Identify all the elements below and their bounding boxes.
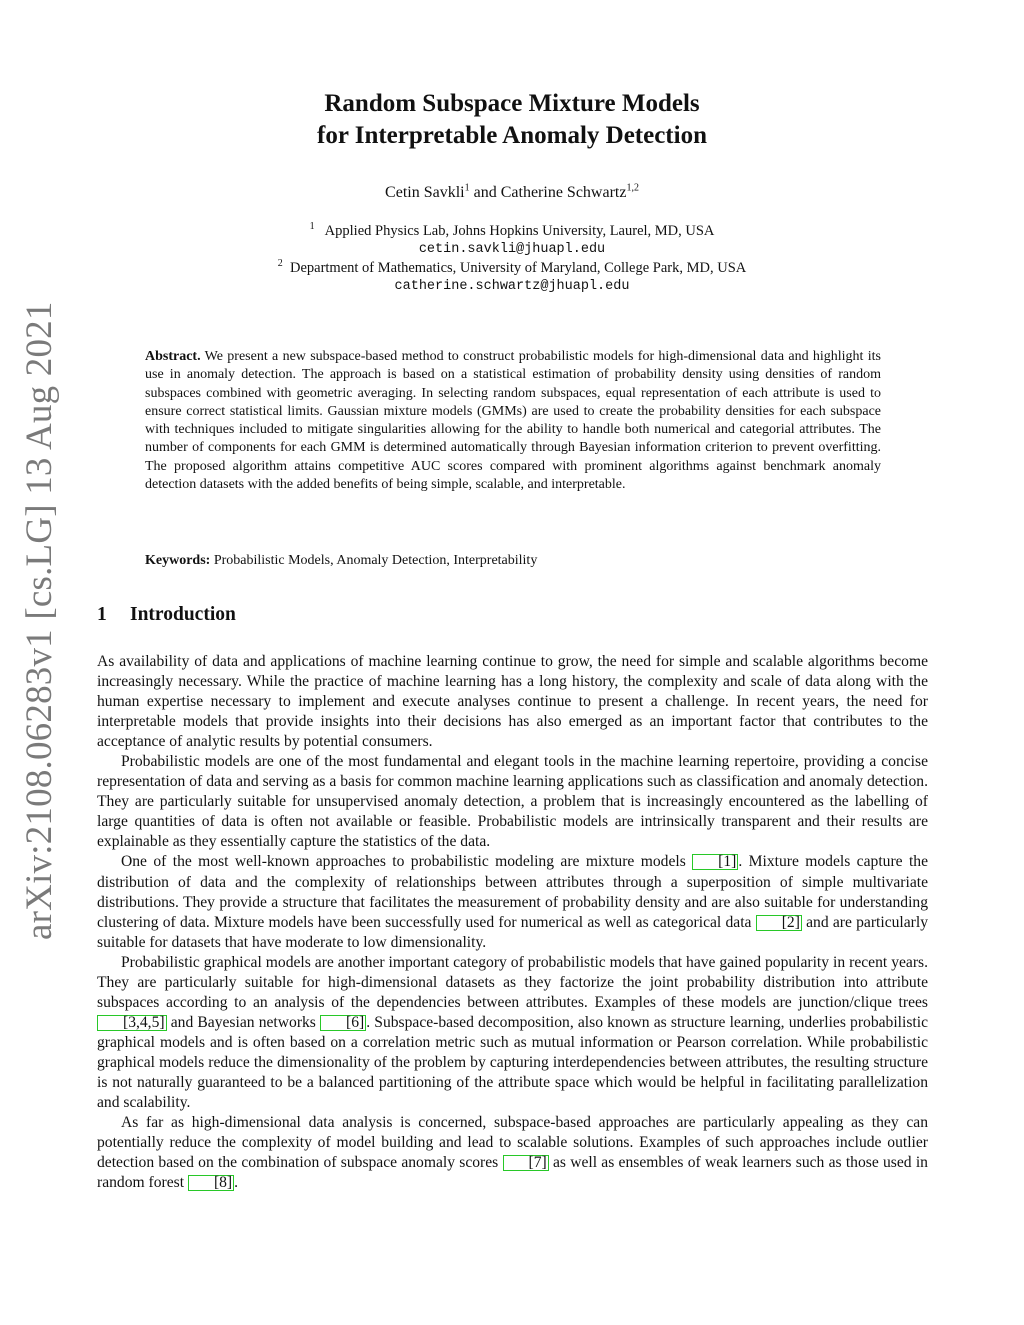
section-title: Introduction	[130, 604, 236, 625]
author-name: Catherine Schwartz	[500, 184, 627, 201]
paragraph-text: and are particularly suitable for datasets that have moderate to low dimensionality.	[97, 913, 928, 951]
paragraph	[97, 953, 928, 1113]
abstract	[145, 348, 881, 494]
affiliation-line	[0, 222, 1024, 241]
paragraph-text: One of the most well-known approaches to probabilistic modeling are mixture models	[121, 853, 693, 871]
citation-link[interactable]: [6]	[320, 1015, 366, 1031]
affil-mark: 2	[277, 258, 283, 270]
citation-link[interactable]: [7]	[503, 1155, 549, 1171]
paragraph-text: As far as high-dimensional data analysis is concerned, subspace-based approaches are particularly appealing as they can potentially reduce the complexity of model building and lead to scalable solutions. Examples of such approaches include outlier detection based on the combination of subspace anomaly scores	[97, 1114, 928, 1172]
citation-link[interactable]: [1]	[692, 854, 738, 870]
citation-link[interactable]: [3,4,5]	[97, 1015, 167, 1031]
paragraph-text: as well as ensembles of weak learners such as those used in random forest	[97, 1154, 928, 1192]
keywords-text: Probabilistic Models, Anomaly Detection, Interpretability	[213, 553, 538, 568]
section-heading	[97, 604, 236, 626]
paragraph-text: . Subspace-based decomposition, also known as structure learning, underlies probabilistic graphical models and is often based on a correlation metric such as mutual information or Pearson correlation. While probabilistic graphical models reduce the dimensionality of the problem by capturing interdependencies between attributes, the resulting structure is not naturally guaranteed to be a balanced partitioning of the attribute space which would be helpful in facilitating parallelization and scalability.	[97, 1013, 928, 1112]
paragraph-text: Probabilistic graphical models are another important category of probabilistic models that have gained popularity in recent years. They are particularly suitable for high-dimensional datasets as they factorize the joint probability distribution into attribute subspaces according to an analysis of the dependencies between attributes. Examples of these models are junction/clique trees	[97, 953, 928, 1011]
affiliation-text: Applied Physics Lab, Johns Hopkins University, Laurel, MD, USA	[324, 223, 715, 239]
paragraph	[97, 852, 928, 952]
affiliations	[0, 222, 1024, 296]
keywords	[145, 552, 881, 570]
author-conjunction: and	[469, 184, 501, 201]
citation-link[interactable]: [8]	[188, 1175, 234, 1191]
paragraph: As availability of data and applications of machine learning continue to grow, the need for simple and scalable algorithms become increasingly necessary. While the practice of machine learning has a long history, the complexity and scale of data along with the human expertise necessary to implement and execute analyses continue to present a challenge. In recent years, the need for interpretable models that provide insights into their decisions has also emerged as an important factor that contributes to the acceptance of analytic results by potential consumers.	[97, 653, 928, 751]
author-list	[0, 184, 1024, 202]
section-number: 1	[97, 604, 107, 625]
keywords-label: Keywords:	[145, 553, 211, 568]
author-affil-mark: 1,2	[626, 182, 639, 194]
citation-link[interactable]: [2]	[756, 915, 802, 931]
paragraph	[97, 1113, 928, 1193]
affiliation-line	[0, 259, 1024, 278]
arxiv-identifier: arXiv:2108.06283v1 [cs.LG] 13 Aug 2021	[19, 301, 60, 940]
abstract-label: Abstract.	[145, 349, 201, 364]
body-text	[97, 652, 928, 1193]
author-email[interactable]: cetin.savkli@jhuapl.edu	[418, 241, 606, 257]
paragraph-text: .	[234, 1174, 239, 1192]
paragraph-text: . Mixture models capture the distribution of data and the complexity of relationships between attributes through a superposition of simple multivariate distributions. They provide a structure that facilitates the measurement of probability density and are also suitable for understanding clustering of data. Mixture models have been successfully used for numerical as well as categorical data	[97, 853, 928, 931]
paper-title	[0, 88, 1024, 152]
affil-mark: 1	[309, 221, 315, 233]
affiliation-text: Department of Mathematics, University of Maryland, College Park, MD, USA	[289, 260, 747, 276]
author-name: Cetin Savkli	[385, 184, 465, 201]
paragraph-text: and Bayesian networks	[166, 1013, 321, 1031]
author-email[interactable]: catherine.schwartz@jhuapl.edu	[394, 278, 630, 294]
title-line-2: for Interpretable Anomaly Detection	[317, 122, 707, 149]
title-line-1: Random Subspace Mixture Models	[324, 90, 700, 117]
abstract-text: We present a new subspace-based method to construct probabilistic models for high-dimensional data and highlight its use in anomaly detection. The approach is based on a statistical estimation of probability density using densities of random subspaces combined with geometric averaging. In selecting random subspaces, equal representation of each attribute is used to ensure correct statistical limits. Gaussian mixture models (GMMs) are used to create the probability densities for each subspace with techniques included to mitigate singularities allowing for the ability to handle both numerical and categorial attributes. The number of components for each GMM is determined automatically through Bayesian information criterion to prevent overfitting. The proposed algorithm attains competitive AUC scores compared with prominent algorithms against benchmark anomaly detection datasets with the added benefits of being simple, scalable, and interpretable.	[145, 349, 881, 493]
author-affil-mark: 1	[464, 182, 470, 194]
paragraph: Probabilistic models are one of the most fundamental and elegant tools in the machine learning repertoire, providing a concise representation of data and serving as a basis for common machine learning applications such as classification and anomaly detection. They are particularly suitable for unsupervised anomaly detection, a problem that is increasingly encountered as the labelling of large quantities of data is often not available or feasible. Probabilistic models are intrinsically transparent and their results are explainable as they essentially capture the statistics of the data.	[97, 753, 928, 851]
